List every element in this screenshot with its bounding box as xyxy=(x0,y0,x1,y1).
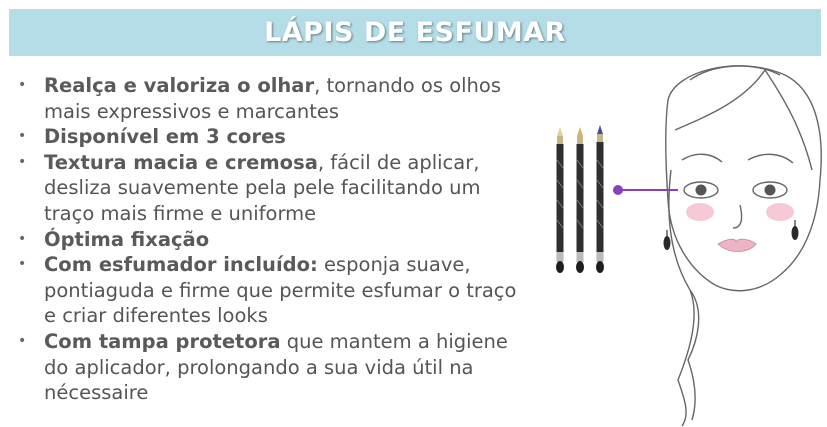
feature-list xyxy=(14,73,524,406)
feature-text: , tornando os olhos mais expressivos e marcantes xyxy=(44,74,501,123)
feature-bold: Textura macia e cremosa xyxy=(44,150,318,174)
page-title: LÁPIS DE ESFUMAR xyxy=(264,17,566,48)
bullet-icon: • xyxy=(18,332,27,349)
bullet-icon: • xyxy=(18,230,27,247)
blush-icon xyxy=(766,203,794,221)
feature-text: , fácil de aplicar, desliza suavemente pela pele facilitando um traço mais firme e uniforme xyxy=(44,150,481,225)
feature-item xyxy=(14,124,524,150)
feature-bold: Realça e valoriza o olhar xyxy=(44,74,315,97)
feature-bold: Com tampa protetora xyxy=(44,329,281,353)
feature-item xyxy=(14,329,524,406)
feature-bold: Com esfumador incluído: xyxy=(44,253,318,277)
pencil-icon xyxy=(576,127,584,273)
product-illustration xyxy=(540,60,827,427)
feature-item xyxy=(14,252,524,329)
earring-icon xyxy=(792,226,799,240)
feature-item xyxy=(14,227,524,253)
lips-icon xyxy=(718,239,756,251)
feature-text: que mantem a higiene do aplicador, prolongando a sua vida útil na nécessaire xyxy=(44,329,508,405)
feature-text: esponja suave, pontiaguda e firme que permite esfumar o traço e criar diferentes looks xyxy=(44,253,517,328)
pencil-icon xyxy=(556,127,564,273)
feature-item xyxy=(14,73,524,124)
feature-bold: Disponível em 3 cores xyxy=(44,125,286,149)
title-banner xyxy=(9,9,821,56)
earring-icon xyxy=(664,236,671,250)
feature-item xyxy=(14,150,524,227)
bullet-icon: • xyxy=(18,128,27,145)
bullet-icon: • xyxy=(18,153,27,170)
bullet-icon: • xyxy=(18,77,27,93)
bullet-icon: • xyxy=(18,256,27,273)
blush-icon xyxy=(686,203,714,221)
pencil-icon xyxy=(596,125,604,273)
feature-bold: Óptima fixação xyxy=(44,227,210,251)
